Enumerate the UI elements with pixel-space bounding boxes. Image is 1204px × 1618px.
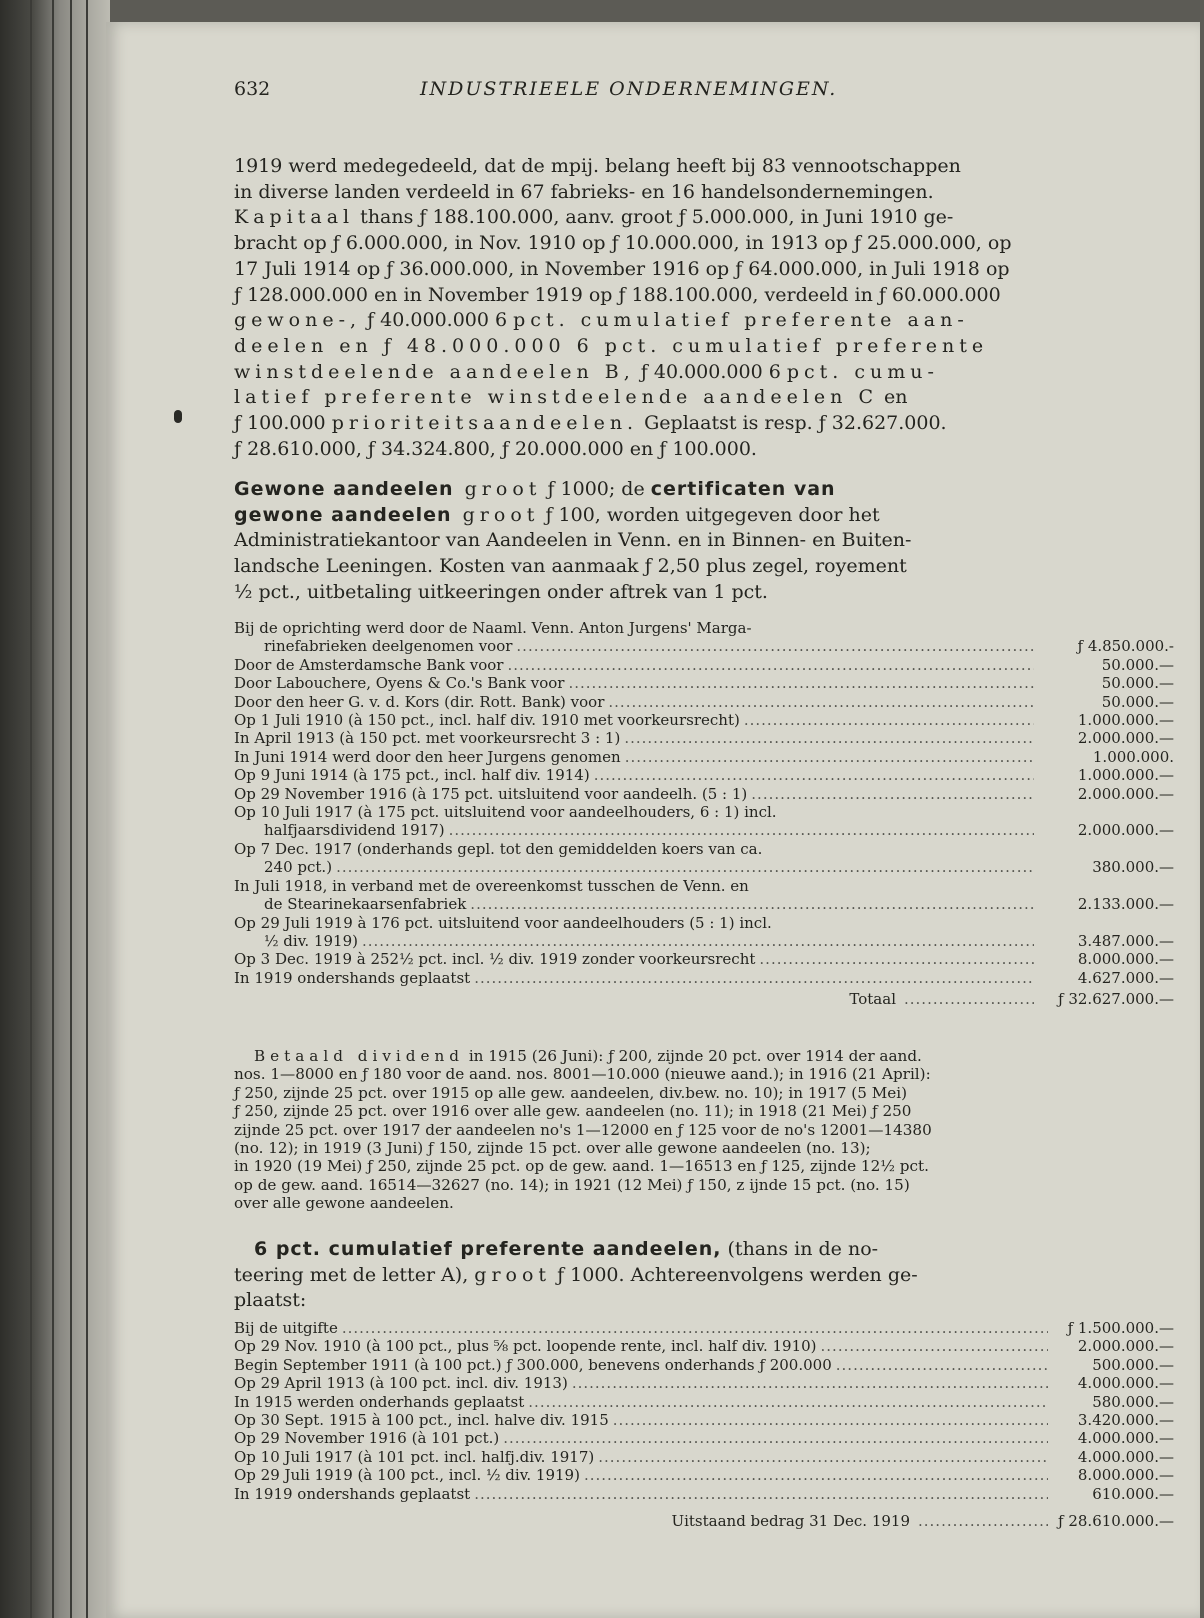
total-row — [234, 990, 1174, 1008]
row-label: Door Labouchere, Oyens & Co.'s Bank voor — [234, 674, 565, 693]
leader-dots — [449, 821, 1034, 839]
text-line: plaatst: — [234, 1289, 307, 1312]
table-row — [234, 932, 1174, 950]
row-label: In Juli 1918, in verband met de overeenkomst tusschen de Venn. en — [234, 876, 749, 895]
text-line: op de gew. aand. 16514—32627 (no. 14); in 1921 (12 Mei) ƒ 150, z ijnde 15 pct. (no. 15) — [234, 1175, 910, 1194]
spaced-term: pct. cumu- — [786, 360, 939, 383]
row-amount: 500.000.— — [1092, 1355, 1174, 1374]
text-line — [234, 308, 1174, 334]
row-label: Op 1 Juli 1910 (à 150 pct., incl. half div. 1910 met voorkeursrecht) — [234, 711, 740, 730]
spaced-term: groot — [451, 503, 540, 526]
table-row — [234, 858, 1174, 876]
row-label: Door de Amsterdamsche Bank voor — [234, 655, 504, 674]
table-row — [234, 1337, 1174, 1355]
row-amount: 4.000.000.— — [1077, 1429, 1174, 1448]
page-number: 632 — [234, 78, 271, 100]
row-amount: ƒ 4.850.000.- — [1077, 637, 1174, 656]
row-amount: 3.420.000.— — [1077, 1411, 1174, 1430]
leader-dots — [821, 1337, 1048, 1355]
text-line: (no. 12); in 1919 (3 Juni) ƒ 150, zijnde 15 pct. over alle gewone aandeelen (no. 13); — [234, 1139, 871, 1158]
row-label: Door den heer G. v. d. Kors (dir. Rott. Bank) voor — [234, 692, 605, 711]
row-label: Op 7 Dec. 1917 (onderhands gepl. tot den gemiddelden koers van ca. — [234, 839, 763, 858]
row-label: In 1919 ondershands geplaatst — [234, 968, 471, 987]
text-span: in 1915 (26 Juni): ƒ 200, zijnde 20 pct. over 1914 der aand. — [464, 1047, 922, 1065]
text-line: Administratiekantoor van Aandeelen in Venn. en in Binnen- en Buiten- — [234, 529, 912, 552]
row-label: Bij de oprichting werd door de Naaml. Venn. Anton Jurgens' Marga- — [234, 619, 752, 637]
leader-dots — [474, 969, 1034, 987]
text-line: 17 Juli 1914 op ƒ 36.000.000, in November 1916 op ƒ 64.000.000, in Juli 1918 op — [234, 257, 1010, 280]
table-row — [234, 950, 1174, 968]
row-amount: 380.000.— — [1092, 858, 1174, 877]
bold-heading: certificaten van — [650, 478, 836, 500]
leader-dots — [613, 1411, 1048, 1429]
book-page — [106, 22, 1200, 1618]
text-line — [234, 503, 1174, 529]
text-line: zijnde 25 pct. over 1917 der aandeelen no's 1—12000 en ƒ 125 voor de no's 12001—14380 — [234, 1120, 932, 1139]
leader-dots — [342, 1319, 1048, 1337]
total-row — [234, 1512, 1174, 1530]
text-span: ƒ 40.000.000 6 — [361, 309, 514, 332]
text-span: ƒ 100.000 — [234, 412, 332, 435]
leader-dots — [584, 1466, 1048, 1484]
bold-heading: Gewone aandeelen — [234, 478, 454, 500]
text-span: ƒ 1000; de — [541, 478, 651, 500]
table-row — [234, 840, 1174, 858]
table-row — [234, 1393, 1174, 1411]
row-label: In April 1913 (à 150 pct. met voorkeursrecht 3 : 1) — [234, 729, 621, 748]
text-line: deelen en ƒ 48.000.000 6 pct. cumulatief preferente — [234, 334, 989, 357]
table-row — [234, 748, 1174, 766]
dividend-paragraph — [234, 1047, 1174, 1213]
book-spine-edge — [0, 0, 110, 1618]
leader-dots — [362, 932, 1034, 950]
row-label: de Stearinekaarsenfabriek — [264, 895, 467, 914]
leader-dots — [594, 766, 1034, 784]
table-row — [234, 1429, 1174, 1447]
text-line — [234, 360, 1174, 386]
table-row — [234, 785, 1174, 803]
spaced-term: prioriteitsaandeelen. — [331, 412, 639, 435]
text-line — [234, 385, 1174, 411]
leader-dots — [516, 637, 1034, 655]
row-amount: 2.133.000.— — [1077, 895, 1174, 914]
row-amount: 8.000.000.— — [1077, 1466, 1174, 1485]
row-amount: 1.000.000.— — [1077, 766, 1174, 785]
text-line — [234, 205, 1174, 231]
row-amount: 610.000.— — [1092, 1484, 1174, 1503]
table-row — [234, 914, 1174, 932]
table-row — [234, 619, 1174, 637]
row-amount: 580.000.— — [1092, 1392, 1174, 1411]
table-row — [234, 1319, 1174, 1337]
leader-dots — [624, 729, 1034, 747]
leader-dots — [572, 1374, 1048, 1392]
row-amount: 4.000.000.— — [1077, 1447, 1174, 1466]
leader-dots — [625, 748, 1034, 766]
total-amount: ƒ 32.627.000.— — [1058, 990, 1174, 1009]
leader-dots — [836, 1356, 1048, 1374]
total-amount: ƒ 28.610.000.— — [1058, 1512, 1174, 1531]
total-label: Totaal — [849, 990, 896, 1009]
table-row — [234, 656, 1174, 674]
leader-dots — [528, 1393, 1048, 1411]
table-row — [234, 1374, 1174, 1392]
leader-dots — [744, 711, 1034, 729]
table-row — [234, 729, 1174, 747]
row-amount: 4.627.000.— — [1077, 968, 1174, 987]
leader-dots — [751, 785, 1034, 803]
text-line: bracht op ƒ 6.000.000, in Nov. 1910 op ƒ 10.000.000, in 1913 op ƒ 25.000.000, op — [234, 232, 1012, 255]
leader-dots — [336, 858, 1034, 876]
row-label: Op 29 Juli 1919 à 176 pct. uitsluitend voor aandeelhouders (5 : 1) incl. — [234, 913, 772, 932]
text-span: teering met de letter A), — [234, 1263, 475, 1286]
row-label: In Juni 1914 werd door den heer Jurgens genomen — [234, 747, 621, 766]
leader-dots — [503, 1429, 1048, 1447]
spaced-term: groot — [474, 1263, 552, 1286]
text-line: in diverse landen verdeeld in 67 fabrieks- en 16 handelsondernemingen. — [234, 180, 934, 203]
spaced-term: pct. cumulatief preferente aan- — [513, 309, 969, 332]
row-label: Op 9 Juni 1914 (à 175 pct., incl. half div. 1914) — [234, 766, 590, 785]
text-span: en — [877, 386, 908, 409]
text-span: thans ƒ 188.100.000, aanv. groot ƒ 5.000.000, in Juni 1910 ge- — [354, 206, 954, 229]
row-amount: 2.000.000.— — [1077, 821, 1174, 840]
leader-dots — [608, 693, 1034, 711]
text-span: (thans in de no- — [721, 1238, 879, 1260]
row-amount: 4.000.000.— — [1077, 1374, 1174, 1393]
leader-dots — [904, 990, 1034, 1008]
row-amount: 8.000.000.— — [1077, 950, 1174, 969]
bold-heading: 6 pct. cumulatief preferente aandeelen, — [254, 1238, 722, 1260]
table-row — [234, 1466, 1174, 1484]
row-amount: 1.000.000.— — [1077, 711, 1174, 730]
row-label: Op 29 April 1913 (à 100 pct. incl. div. 1913) — [234, 1374, 568, 1393]
leader-dots — [759, 950, 1034, 968]
table-row — [234, 1485, 1174, 1503]
text-line — [234, 1237, 1174, 1263]
table-row — [234, 877, 1174, 895]
row-label: Op 29 Juli 1919 (à 100 pct., incl. ½ div. 1919) — [234, 1466, 580, 1485]
row-amount: ƒ 1.500.000.— — [1067, 1319, 1174, 1337]
running-title: INDUSTRIEELE ONDERNEMINGEN. — [420, 78, 838, 100]
leader-dots — [568, 674, 1034, 692]
text-line — [234, 1263, 1174, 1289]
spaced-term: groot — [453, 478, 542, 500]
row-amount: 1.000.000. — [1092, 747, 1174, 766]
leader-dots — [598, 1448, 1048, 1466]
table-row — [234, 821, 1174, 839]
text-line: ƒ 250, zijnde 25 pct. over 1916 over alle gew. aandeelen (no. 11); in 1918 (21 Mei) ƒ 250 — [234, 1102, 912, 1121]
preferred-paragraph — [234, 1237, 1174, 1314]
table-row — [234, 969, 1174, 987]
table-row — [234, 674, 1174, 692]
text-line: ƒ 250, zijnde 25 pct. over 1915 op alle gew. aandeelen, div.bew. no. 10); in 1917 (5 Mei) — [234, 1083, 908, 1102]
text-line: ƒ 128.000.000 en in November 1919 op ƒ 188.100.000, verdeeld in ƒ 60.000.000 — [234, 283, 1001, 306]
row-label: Op 3 Dec. 1919 à 252½ pct. incl. ½ div. 1919 zonder voorkeursrecht — [234, 950, 756, 969]
leader-dots — [474, 1485, 1048, 1503]
text-line: ƒ 28.610.000, ƒ 34.324.800, ƒ 20.000.000 en ƒ 100.000. — [234, 437, 757, 460]
text-span: ƒ 40.000.000 6 — [634, 360, 787, 383]
spaced-term: winstdeelende aandeelen B, — [234, 360, 635, 383]
text-line: ½ pct., uitbetaling uitkeeringen onder aftrek van 1 pct. — [234, 580, 768, 603]
text-line: over alle gewone aandeelen. — [234, 1194, 454, 1213]
text-line: 1919 werd medegedeeld, dat de mpij. belang heeft bij 83 vennootschappen — [234, 155, 961, 177]
row-label: Op 10 Juli 1917 (à 101 pct. incl. halfj.div. 1917) — [234, 1447, 595, 1466]
table-row — [234, 1356, 1174, 1374]
text-span: Geplaatst is resp. ƒ 32.627.000. — [638, 412, 947, 435]
text-line: in 1920 (19 Mei) ƒ 250, zijnde 25 pct. op de gew. aand. 1—16513 en ƒ 125, zijnde 12½ pct. — [234, 1157, 929, 1176]
spaced-term: Kapitaal — [234, 206, 355, 229]
table-row — [234, 1411, 1174, 1429]
row-label: Op 29 Nov. 1910 (à 100 pct., plus ⅝ pct. loopende rente, incl. half div. 1910) — [234, 1337, 817, 1356]
spaced-term: gewone-, — [234, 309, 362, 332]
leader-dots — [507, 656, 1034, 674]
table-row — [234, 637, 1174, 655]
text-span: ƒ 1000. Achtereenvolgens werden ge- — [551, 1263, 918, 1286]
leader-dots — [918, 1512, 1048, 1530]
row-amount: 50.000.— — [1101, 674, 1174, 693]
table-row — [234, 803, 1174, 821]
text-line — [234, 477, 1174, 503]
row-label: Begin September 1911 (à 100 pct.) ƒ 300.000, benevens onderhands ƒ 200.000 — [234, 1355, 832, 1374]
row-label: Bij de uitgifte — [234, 1319, 338, 1337]
page-header — [234, 78, 1174, 104]
row-label: 240 pct.) — [264, 858, 333, 877]
capital-paragraph — [234, 154, 1174, 462]
table-row — [234, 711, 1174, 729]
spaced-term: latief preferente winstdeelende aandeelen C — [234, 386, 878, 409]
row-amount: 3.487.000.— — [1077, 931, 1174, 950]
table-row — [234, 766, 1174, 784]
issuance-table-ordinary — [234, 619, 1174, 1009]
row-label: Op 29 November 1916 (à 101 pct.) — [234, 1429, 500, 1448]
row-label: Op 29 November 1916 (à 175 pct. uitsluitend voor aandeelh. (5 : 1) — [234, 784, 748, 803]
row-label: rinefabrieken deelgenomen voor — [264, 637, 513, 656]
row-label: Op 10 Juli 1917 (à 175 pct. uitsluitend voor aandeelhouders, 6 : 1) incl. — [234, 803, 777, 822]
spaced-term: Betaald dividend — [254, 1047, 464, 1065]
issuance-table-preferred — [234, 1319, 1174, 1530]
row-label: Op 30 Sept. 1915 à 100 pct., incl. halve div. 1915 — [234, 1411, 609, 1430]
text-line: landsche Leeningen. Kosten van aanmaak ƒ 2,50 plus zegel, royement — [234, 555, 907, 578]
row-amount: 2.000.000.— — [1077, 1337, 1174, 1356]
row-label: ½ div. 1919) — [264, 931, 358, 950]
row-label: In 1915 werden onderhands geplaatst — [234, 1392, 525, 1411]
shares-paragraph — [234, 477, 1174, 606]
leader-dots — [470, 895, 1034, 913]
total-label: Uitstaand bedrag 31 Dec. 1919 — [671, 1512, 910, 1531]
table-row — [234, 693, 1174, 711]
table-row — [234, 895, 1174, 913]
bold-heading: gewone aandeelen — [234, 503, 452, 526]
text-line — [234, 411, 1174, 437]
ink-blot — [174, 410, 182, 423]
row-amount: 50.000.— — [1101, 655, 1174, 674]
text-span: ƒ 100, worden uitgegeven door het — [539, 503, 880, 526]
row-amount: 2.000.000.— — [1077, 729, 1174, 748]
row-label: halfjaarsdividend 1917) — [264, 821, 445, 840]
text-line: nos. 1—8000 en ƒ 180 voor de aand. nos. 8001—10.000 (nieuwe aand.); in 1916 (21 April): — [234, 1065, 931, 1084]
row-amount: 50.000.— — [1101, 692, 1174, 711]
row-amount: 2.000.000.— — [1077, 784, 1174, 803]
table-row — [234, 1448, 1174, 1466]
text-line — [234, 1047, 1174, 1065]
row-label: In 1919 ondershands geplaatst — [234, 1484, 471, 1503]
